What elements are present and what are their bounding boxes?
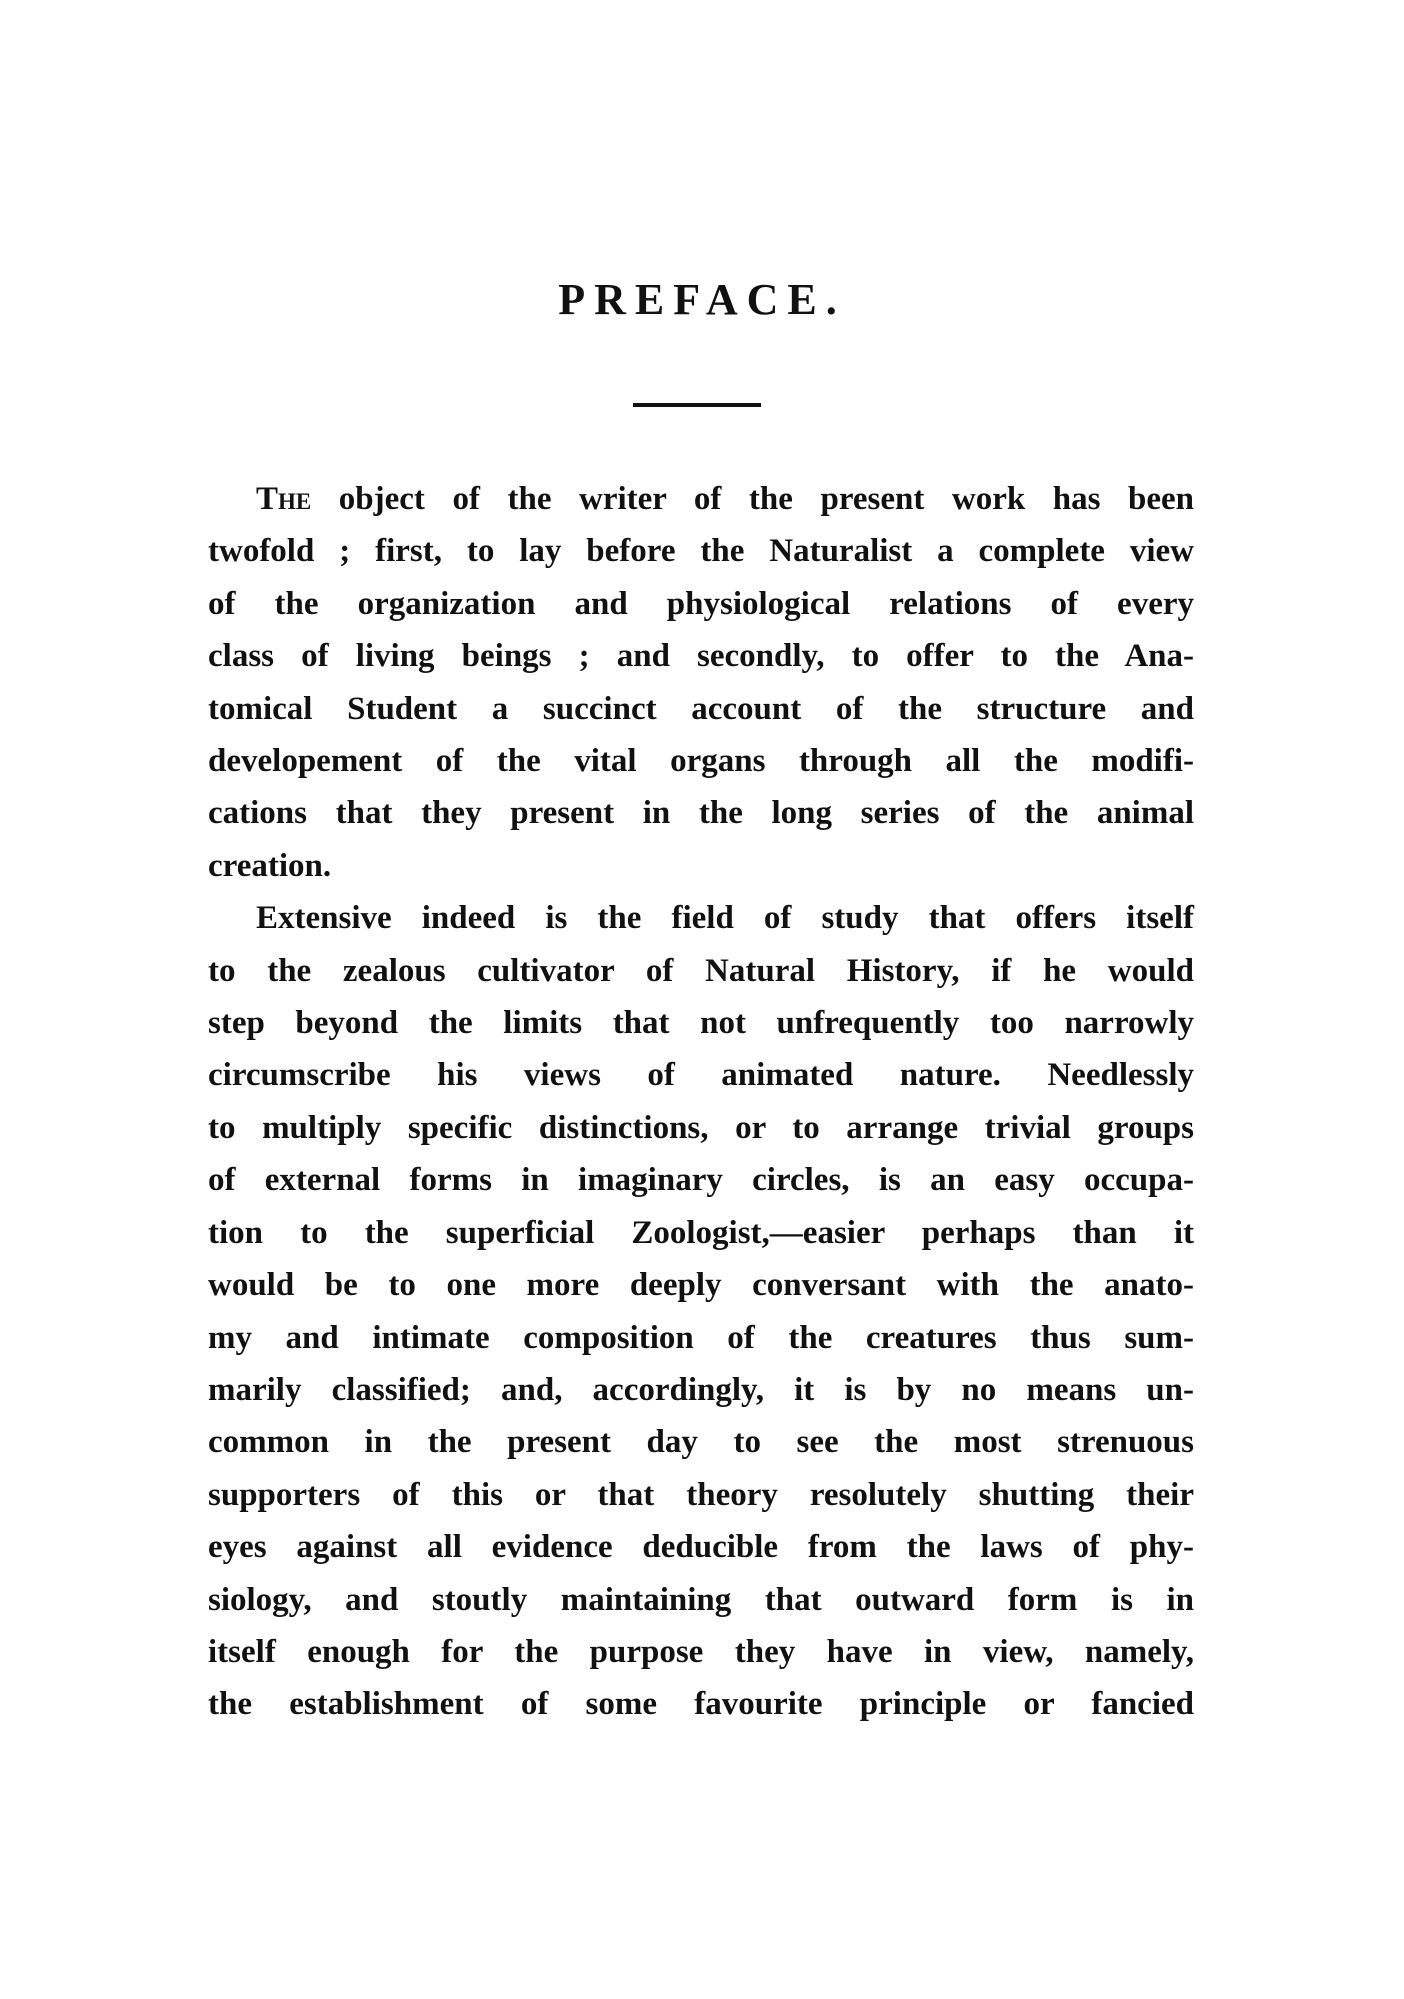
paragraph-line: tion to the superficial Zoologist,—easier perhaps than it: [208, 1214, 1194, 1251]
paragraph-line: developement of the vital organs through all the modifi-: [208, 743, 1194, 780]
line-text: object of the writer of the present work has been: [311, 481, 1194, 517]
paragraph-line: supporters of this or that theory resolutely shutting their: [208, 1476, 1194, 1513]
paragraph-line: step beyond the limits that not unfrequently too narrowly: [208, 1005, 1194, 1042]
paragraph-line: would be to one more deeply conversant with the anato-: [208, 1267, 1194, 1304]
paragraph-line: of the organization and physiological relations of every: [208, 585, 1194, 622]
paragraph-line: the establishment of some favourite principle or fancied: [208, 1686, 1194, 1723]
paragraph-line: to multiply specific distinctions, or to arrange trivial groups: [208, 1109, 1194, 1146]
page-title: PREFACE.: [558, 275, 846, 324]
lead-word: The: [256, 481, 312, 517]
paragraph-line: circumscribe his views of animated nature. Needlessly: [208, 1057, 1194, 1094]
paragraph-2: [208, 892, 1194, 1731]
paragraph-line: itself enough for the purpose they have in view, namely,: [208, 1633, 1194, 1670]
paragraph-line: siology, and stoutly maintaining that outward form is in: [208, 1581, 1194, 1618]
paragraph-line: to the zealous cultivator of Natural History, if he would: [208, 952, 1194, 989]
paragraph-line: class of living beings ; and secondly, to offer to the Ana-: [208, 638, 1194, 675]
paragraph-line: tomical Student a succinct account of the structure and: [208, 690, 1194, 727]
title-rule-divider: [633, 403, 761, 407]
paragraph-line: cations that they present in the long series of the animal: [208, 795, 1194, 832]
paragraph-line: my and intimate composition of the creatures thus sum-: [208, 1319, 1194, 1356]
paragraph-line: of external forms in imaginary circles, is an easy occupa-: [208, 1162, 1194, 1199]
paragraph-line: [208, 473, 1194, 525]
paragraph-line: Extensive indeed is the field of study that offers itself: [256, 900, 1194, 937]
paragraph-1: [208, 473, 1194, 892]
paragraph-line: marily classified; and, accordingly, it is by no means un-: [208, 1371, 1194, 1408]
preface-body: [208, 473, 1194, 1731]
paragraph-line: creation.: [208, 847, 332, 884]
paragraph-line: twofold ; first, to lay before the Naturalist a complete view: [208, 533, 1194, 570]
paragraph-line: eyes against all evidence deducible from the laws of phy-: [208, 1529, 1194, 1566]
paragraph-line: common in the present day to see the most strenuous: [208, 1424, 1194, 1461]
